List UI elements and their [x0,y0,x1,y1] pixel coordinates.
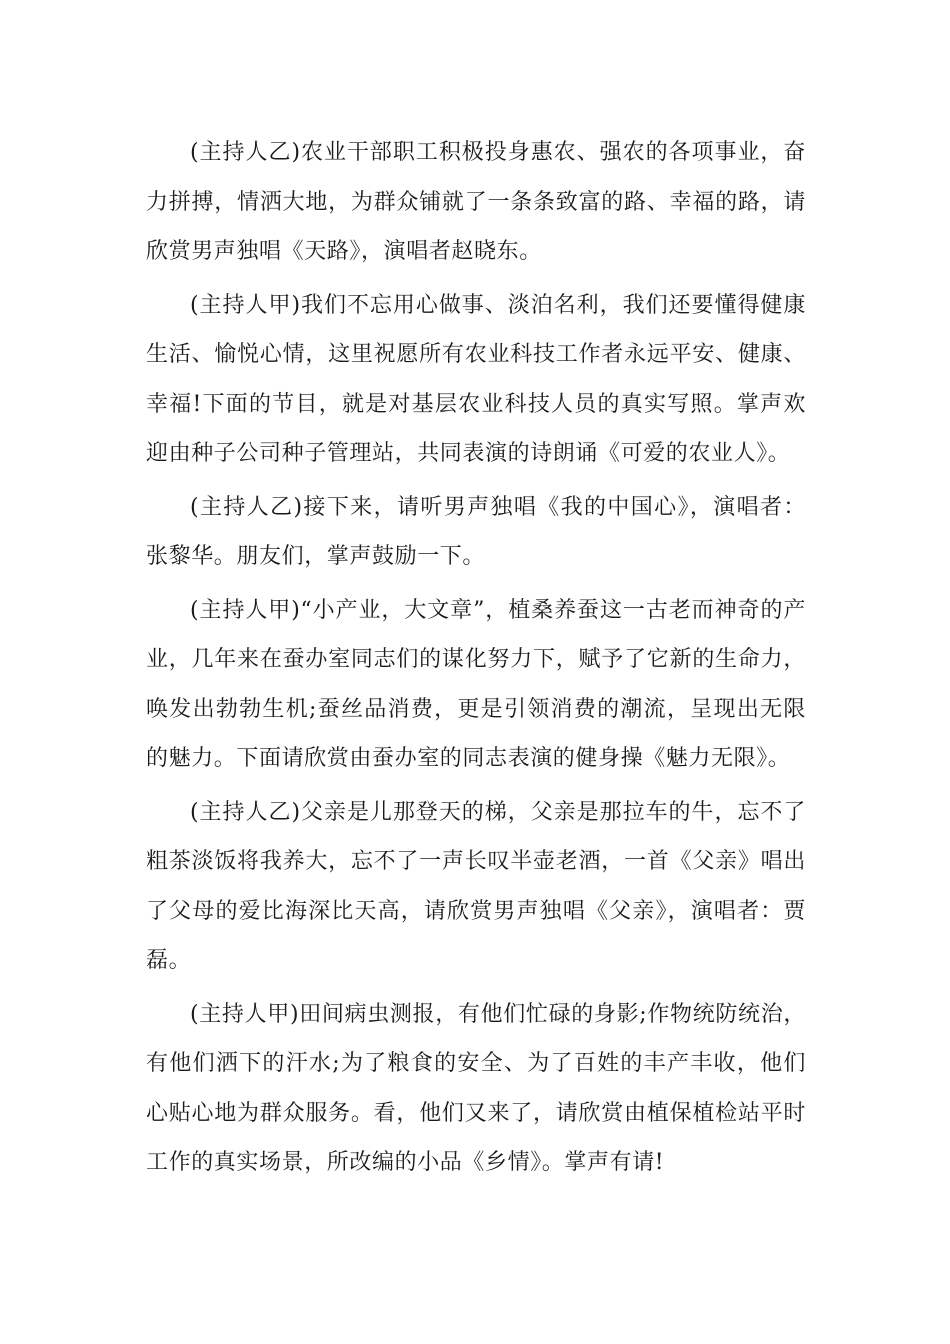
paragraph-host-jia-3: (主持人甲)田间病虫测报，有他们忙碌的身影;作物统防统治，有他们洒下的汗水;为了粮食的安全、为了百姓的丰产丰收，他们心贴心地为群众服务。看，他们又来了，请欣赏由植保植检站平时工作的真实场景，所改编的小品《乡情》。掌声有请! [146,1001,806,1175]
paragraph-host-jia-2: (主持人甲)“小产业，大文章”，植桑养蚕这一古老而神奇的产业，几年来在蚕办室同志们的谋化努力下，赋予了它新的生命力，唤发出勃勃生机;蚕丝品消费，更是引领消费的潮流，呈现出无限的魅力。下面请欣赏由蚕办室的同志表演的健身操《魅力无限》。 [146,597,806,771]
paragraph-host-jia-1: (主持人甲)我们不忘用心做事、淡泊名利，我们还要懂得健康生活、愉悦心情，这里祝愿所有农业科技工作者永远平安、健康、幸福!下面的节目，就是对基层农业科技人员的真实写照。掌声欢迎由种子公司种子管理站，共同表演的诗朗诵《可爱的农业人》。 [146,292,806,466]
paragraph-host-yi-2: (主持人乙)接下来，请听男声独唱《我的中国心》，演唱者：张黎华。朋友们，掌声鼓励一下。 [146,494,806,569]
paragraph-host-yi-3: (主持人乙)父亲是儿那登天的梯，父亲是那拉车的牛，忘不了粗茶淡饭将我养大，忘不了一声长叹半壶老酒，一首《父亲》唱出了父母的爱比海深比天高，请欣赏男声独唱《父亲》，演唱者：贾磊。 [146,799,806,973]
document-body [146,128,806,1192]
paragraph-host-yi-1: (主持人乙)农业干部职工积极投身惠农、强农的各项事业，奋力拼搏，情洒大地，为群众铺就了一条条致富的路、幸福的路，请欣赏男声独唱《天路》，演唱者赵晓东。 [146,140,806,264]
